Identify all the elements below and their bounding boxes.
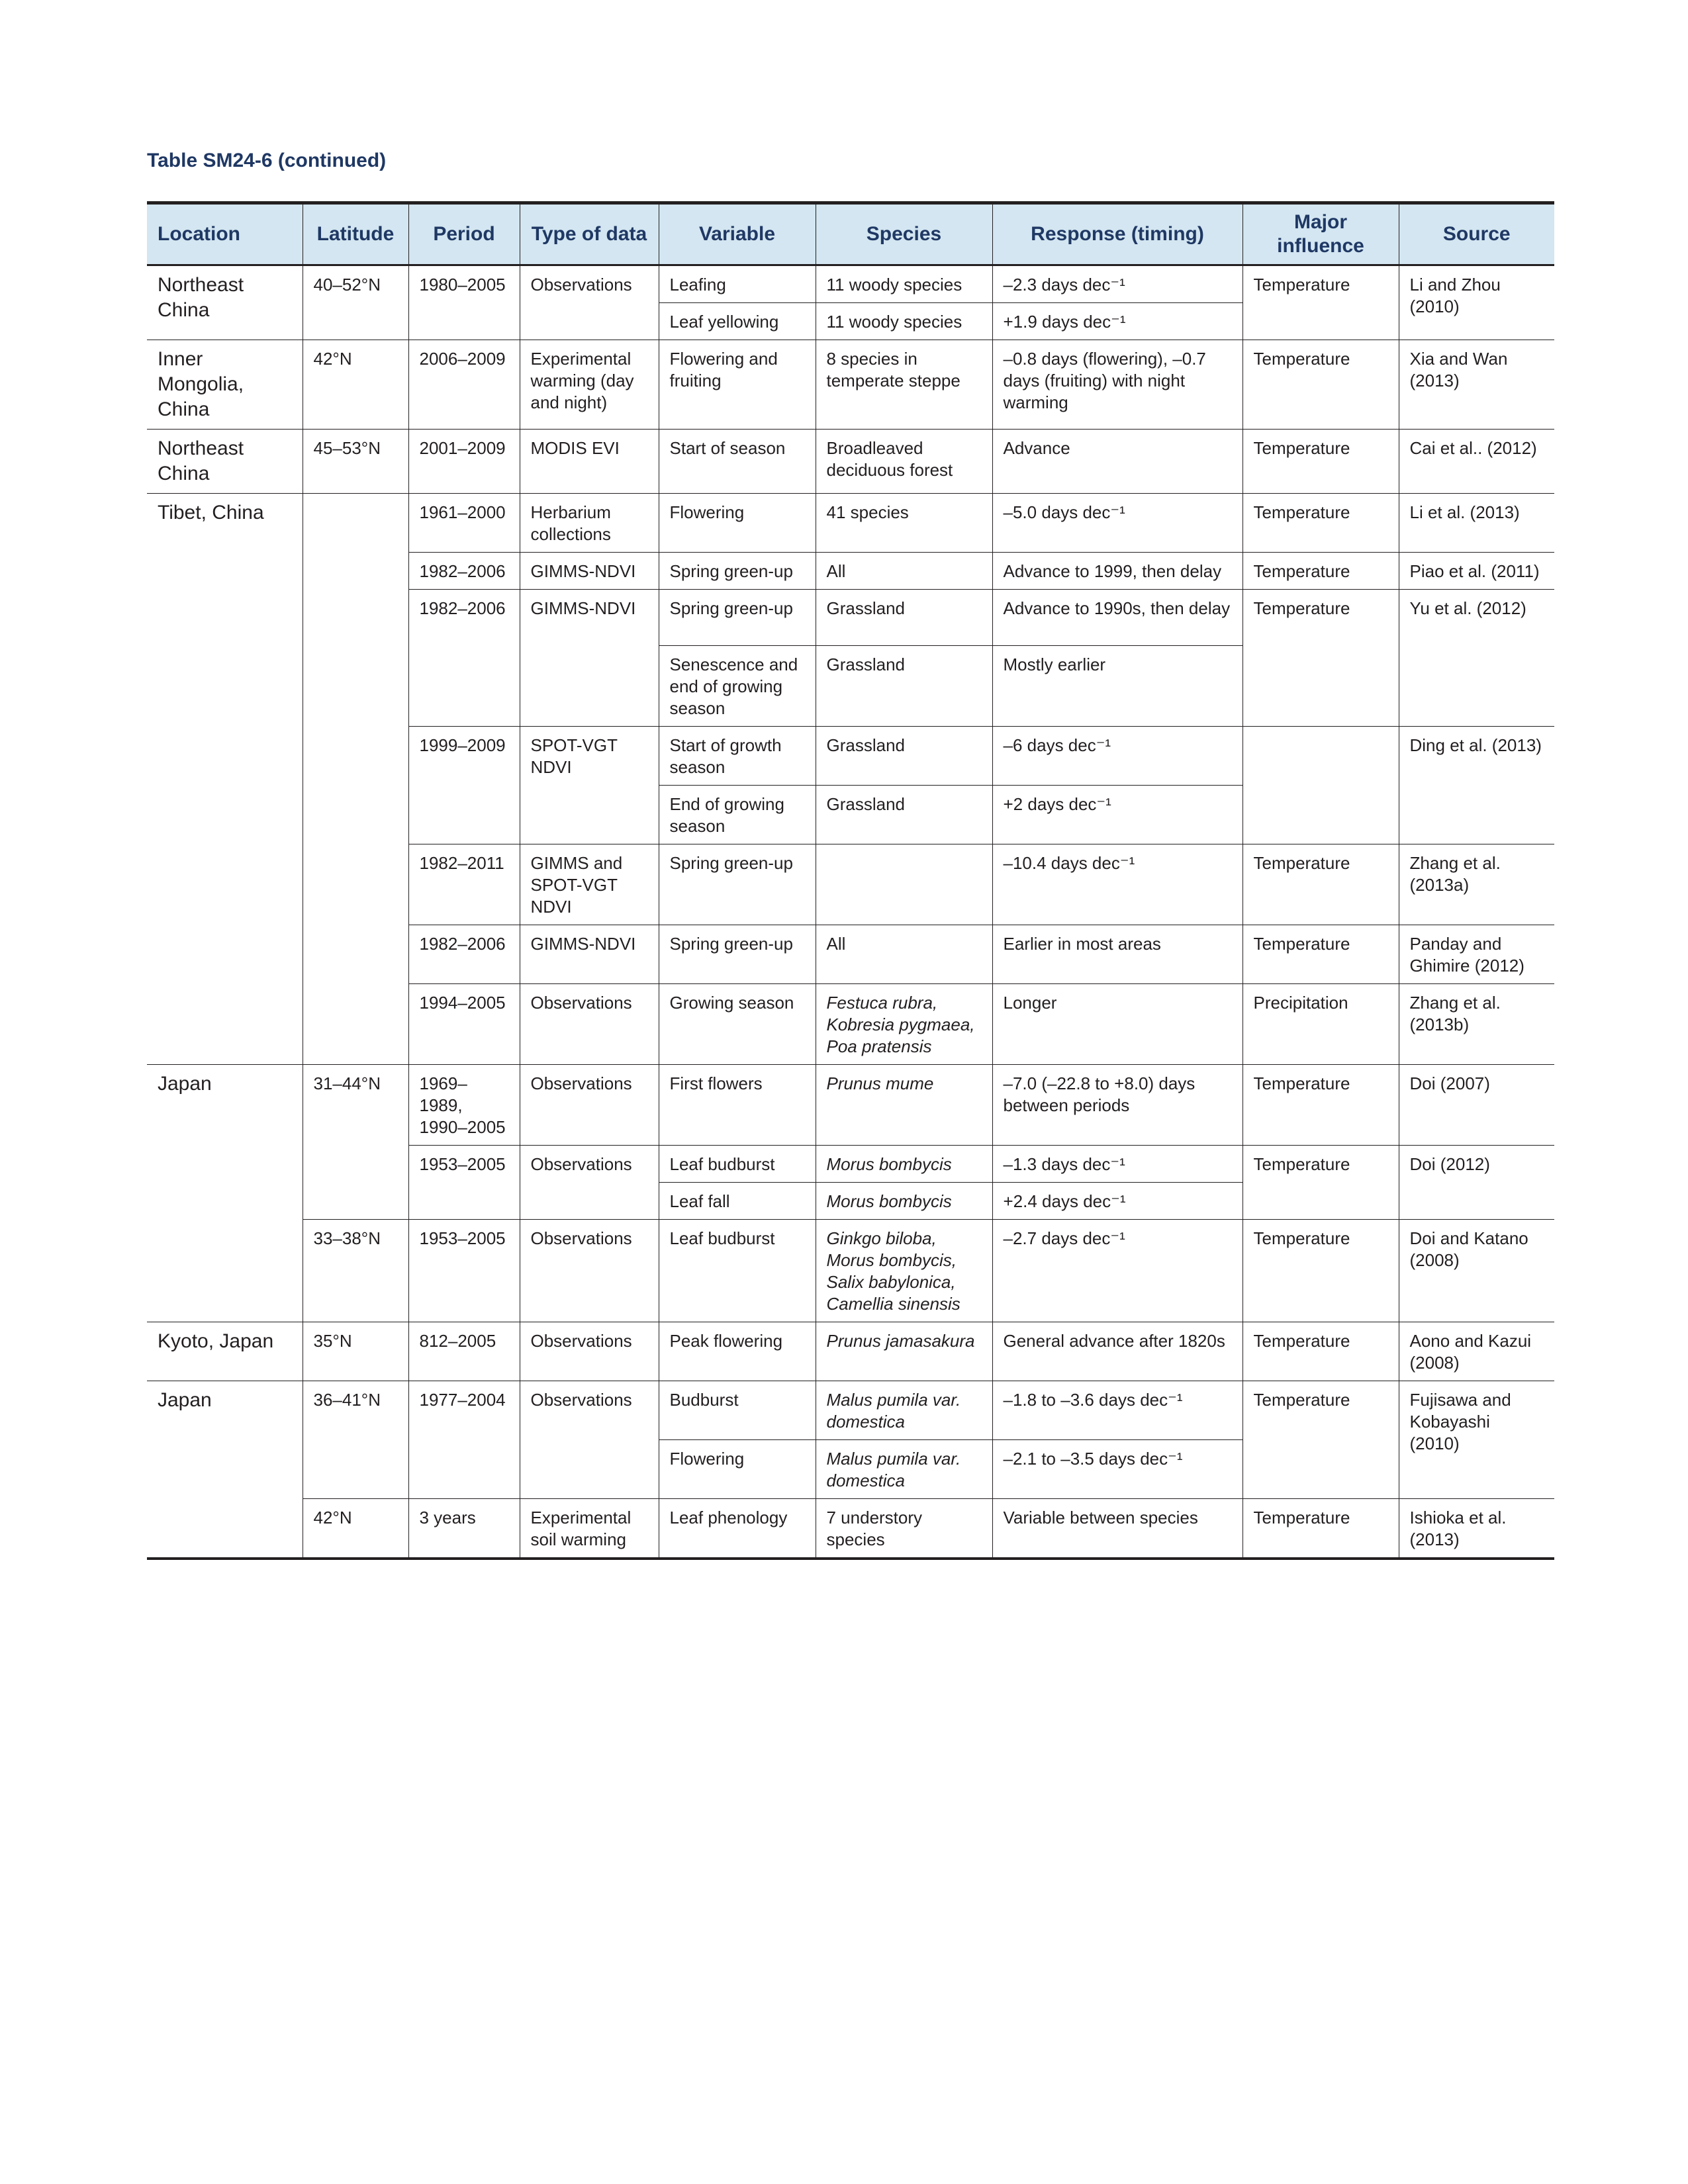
cell-variable: Senescence and end of growing season [659, 646, 816, 727]
cell-response: +1.9 days dec⁻¹ [992, 303, 1243, 340]
cell-influence: Temperature [1243, 1065, 1399, 1146]
cell-influence [1243, 727, 1399, 844]
cell-variable: Start of growth season [659, 727, 816, 786]
cell-variable: Spring green-up [659, 590, 816, 646]
header-period: Period [408, 203, 520, 265]
cell-variable: Peak flowering [659, 1322, 816, 1381]
cell-species: 8 species in temperate steppe [816, 340, 992, 430]
cell-response: –2.7 days dec⁻¹ [992, 1220, 1243, 1322]
table-row [147, 1499, 1554, 1559]
cell-type: Observations [520, 1381, 659, 1499]
cell-species: Grassland [816, 727, 992, 786]
cell-latitude: 45–53°N [303, 430, 408, 494]
phenology-table [147, 201, 1554, 1560]
cell-response: +2 days dec⁻¹ [992, 786, 1243, 844]
cell-source: Xia and Wan (2013) [1399, 340, 1554, 430]
cell-response: Advance to 1990s, then delay [992, 590, 1243, 646]
cell-location: Northeast China [147, 265, 303, 340]
cell-variable: Spring green-up [659, 553, 816, 590]
cell-response: –10.4 days dec⁻¹ [992, 844, 1243, 925]
cell-species: Ginkgo biloba, Morus bombycis, Salix babylonica, Camellia sinensis [816, 1220, 992, 1322]
cell-variable: Growing season [659, 984, 816, 1065]
cell-source: Ding et al. (2013) [1399, 727, 1554, 844]
cell-influence: Temperature [1243, 590, 1399, 727]
cell-variable: Start of season [659, 430, 816, 494]
cell-response: –7.0 (–22.8 to +8.0) days between periods [992, 1065, 1243, 1146]
cell-influence: Temperature [1243, 340, 1399, 430]
cell-species: 11 woody species [816, 265, 992, 303]
cell-influence: Temperature [1243, 430, 1399, 494]
cell-response: –6 days dec⁻¹ [992, 727, 1243, 786]
cell-source: Fujisawa and Kobayashi (2010) [1399, 1381, 1554, 1499]
cell-type: GIMMS-NDVI [520, 590, 659, 727]
cell-influence: Temperature [1243, 1220, 1399, 1322]
cell-source: Zhang et al. (2013a) [1399, 844, 1554, 925]
cell-period: 3 years [408, 1499, 520, 1559]
cell-source: Panday and Ghimire (2012) [1399, 925, 1554, 984]
cell-response: +2.4 days dec⁻¹ [992, 1183, 1243, 1220]
cell-period: 1994–2005 [408, 984, 520, 1065]
cell-variable: Flowering and fruiting [659, 340, 816, 430]
cell-source: Cai et al.. (2012) [1399, 430, 1554, 494]
header-variable: Variable [659, 203, 816, 265]
cell-period: 2001–2009 [408, 430, 520, 494]
cell-variable: Leaf budburst [659, 1146, 816, 1183]
cell-response: Longer [992, 984, 1243, 1065]
cell-period: 1953–2005 [408, 1146, 520, 1220]
cell-variable: Flowering [659, 1440, 816, 1499]
cell-species: Malus pumila var. domestica [816, 1381, 992, 1440]
cell-variable: End of growing season [659, 786, 816, 844]
cell-source: Zhang et al. (2013b) [1399, 984, 1554, 1065]
cell-latitude [303, 494, 408, 1065]
header-row [147, 203, 1554, 265]
cell-variable: Leafing [659, 265, 816, 303]
cell-location: Kyoto, Japan [147, 1322, 303, 1381]
cell-response: Advance [992, 430, 1243, 494]
table-row [147, 494, 1554, 553]
cell-period: 1953–2005 [408, 1220, 520, 1322]
cell-influence: Temperature [1243, 553, 1399, 590]
cell-response: Variable between species [992, 1499, 1243, 1559]
cell-influence: Temperature [1243, 925, 1399, 984]
cell-period: 1969–1989, 1990–2005 [408, 1065, 520, 1146]
cell-species: All [816, 553, 992, 590]
cell-source: Yu et al. (2012) [1399, 590, 1554, 727]
cell-latitude: 33–38°N [303, 1220, 408, 1322]
cell-species: Festuca rubra, Kobresia pygmaea, Poa pratensis [816, 984, 992, 1065]
cell-location: Inner Mongolia, China [147, 340, 303, 430]
cell-variable: Leaf budburst [659, 1220, 816, 1322]
cell-period: 1982–2011 [408, 844, 520, 925]
cell-species: Broadleaved deciduous forest [816, 430, 992, 494]
table-row [147, 265, 1554, 303]
cell-influence: Precipitation [1243, 984, 1399, 1065]
cell-period: 1961–2000 [408, 494, 520, 553]
cell-response: Earlier in most areas [992, 925, 1243, 984]
cell-variable: Flowering [659, 494, 816, 553]
cell-response: Mostly earlier [992, 646, 1243, 727]
cell-species: Grassland [816, 646, 992, 727]
cell-type: SPOT-VGT NDVI [520, 727, 659, 844]
cell-response: –1.8 to –3.6 days dec⁻¹ [992, 1381, 1243, 1440]
cell-latitude: 42°N [303, 1499, 408, 1559]
cell-type: Herbarium collections [520, 494, 659, 553]
cell-species: 7 understory species [816, 1499, 992, 1559]
header-latitude: Latitude [303, 203, 408, 265]
cell-period: 1977–2004 [408, 1381, 520, 1499]
cell-response: General advance after 1820s [992, 1322, 1243, 1381]
cell-source: Aono and Kazui (2008) [1399, 1322, 1554, 1381]
cell-type: Observations [520, 1220, 659, 1322]
cell-type: Observations [520, 1146, 659, 1220]
cell-latitude: 31–44°N [303, 1065, 408, 1220]
cell-influence: Temperature [1243, 494, 1399, 553]
cell-species: Grassland [816, 590, 992, 646]
cell-species: Grassland [816, 786, 992, 844]
cell-type: Observations [520, 265, 659, 340]
cell-response: –1.3 days dec⁻¹ [992, 1146, 1243, 1183]
header-major-influence: Major influence [1243, 203, 1399, 265]
cell-source: Doi (2007) [1399, 1065, 1554, 1146]
cell-type: Experimental soil warming [520, 1499, 659, 1559]
cell-location: Japan [147, 1065, 303, 1322]
cell-period: 1982–2006 [408, 553, 520, 590]
cell-period: 1982–2006 [408, 925, 520, 984]
cell-variable: Budburst [659, 1381, 816, 1440]
cell-source: Piao et al. (2011) [1399, 553, 1554, 590]
header-type-of-data: Type of data [520, 203, 659, 265]
cell-response: –0.8 days (flowering), –0.7 days (fruiting) with night warming [992, 340, 1243, 430]
cell-location: Tibet, China [147, 494, 303, 1065]
cell-source: Ishioka et al. (2013) [1399, 1499, 1554, 1559]
cell-period: 2006–2009 [408, 340, 520, 430]
cell-variable: Spring green-up [659, 844, 816, 925]
cell-influence: Temperature [1243, 1322, 1399, 1381]
cell-source: Doi (2012) [1399, 1146, 1554, 1220]
cell-influence: Temperature [1243, 1499, 1399, 1559]
cell-species: Morus bombycis [816, 1146, 992, 1183]
cell-influence: Temperature [1243, 844, 1399, 925]
cell-response: –2.3 days dec⁻¹ [992, 265, 1243, 303]
cell-variable: First flowers [659, 1065, 816, 1146]
cell-variable: Leaf fall [659, 1183, 816, 1220]
cell-location: Japan [147, 1381, 303, 1559]
cell-response: –2.1 to –3.5 days dec⁻¹ [992, 1440, 1243, 1499]
cell-species: 11 woody species [816, 303, 992, 340]
table-row [147, 1220, 1554, 1322]
table-row [147, 1065, 1554, 1146]
cell-type: Observations [520, 1322, 659, 1381]
header-location: Location [147, 203, 303, 265]
table-row [147, 430, 1554, 494]
table-row [147, 1381, 1554, 1440]
cell-latitude: 40–52°N [303, 265, 408, 340]
table-row [147, 340, 1554, 430]
header-response: Response (timing) [992, 203, 1243, 265]
cell-type: Observations [520, 984, 659, 1065]
cell-variable: Leaf yellowing [659, 303, 816, 340]
cell-response: Advance to 1999, then delay [992, 553, 1243, 590]
cell-species: Prunus mume [816, 1065, 992, 1146]
cell-period: 1999–2009 [408, 727, 520, 844]
header-source: Source [1399, 203, 1554, 265]
cell-variable: Spring green-up [659, 925, 816, 984]
cell-response: –5.0 days dec⁻¹ [992, 494, 1243, 553]
cell-species: Morus bombycis [816, 1183, 992, 1220]
cell-period: 812–2005 [408, 1322, 520, 1381]
cell-period: 1980–2005 [408, 265, 520, 340]
cell-type: Experimental warming (day and night) [520, 340, 659, 430]
header-species: Species [816, 203, 992, 265]
cell-species [816, 844, 992, 925]
cell-latitude: 36–41°N [303, 1381, 408, 1499]
cell-source: Doi and Katano (2008) [1399, 1220, 1554, 1322]
cell-species: 41 species [816, 494, 992, 553]
cell-latitude: 42°N [303, 340, 408, 430]
cell-variable: Leaf phenology [659, 1499, 816, 1559]
cell-source: Li et al. (2013) [1399, 494, 1554, 553]
table-title: Table SM24-6 (continued) [147, 150, 387, 171]
cell-type: Observations [520, 1065, 659, 1146]
cell-species: All [816, 925, 992, 984]
cell-location: Northeast China [147, 430, 303, 494]
cell-source: Li and Zhou (2010) [1399, 265, 1554, 340]
cell-influence: Temperature [1243, 265, 1399, 340]
cell-type: GIMMS and SPOT-VGT NDVI [520, 844, 659, 925]
cell-type: MODIS EVI [520, 430, 659, 494]
cell-influence: Temperature [1243, 1381, 1399, 1499]
cell-type: GIMMS-NDVI [520, 925, 659, 984]
cell-influence: Temperature [1243, 1146, 1399, 1220]
cell-type: GIMMS-NDVI [520, 553, 659, 590]
cell-species: Prunus jamasakura [816, 1322, 992, 1381]
table-row [147, 1322, 1554, 1381]
cell-species: Malus pumila var. domestica [816, 1440, 992, 1499]
cell-latitude: 35°N [303, 1322, 408, 1381]
cell-period: 1982–2006 [408, 590, 520, 727]
